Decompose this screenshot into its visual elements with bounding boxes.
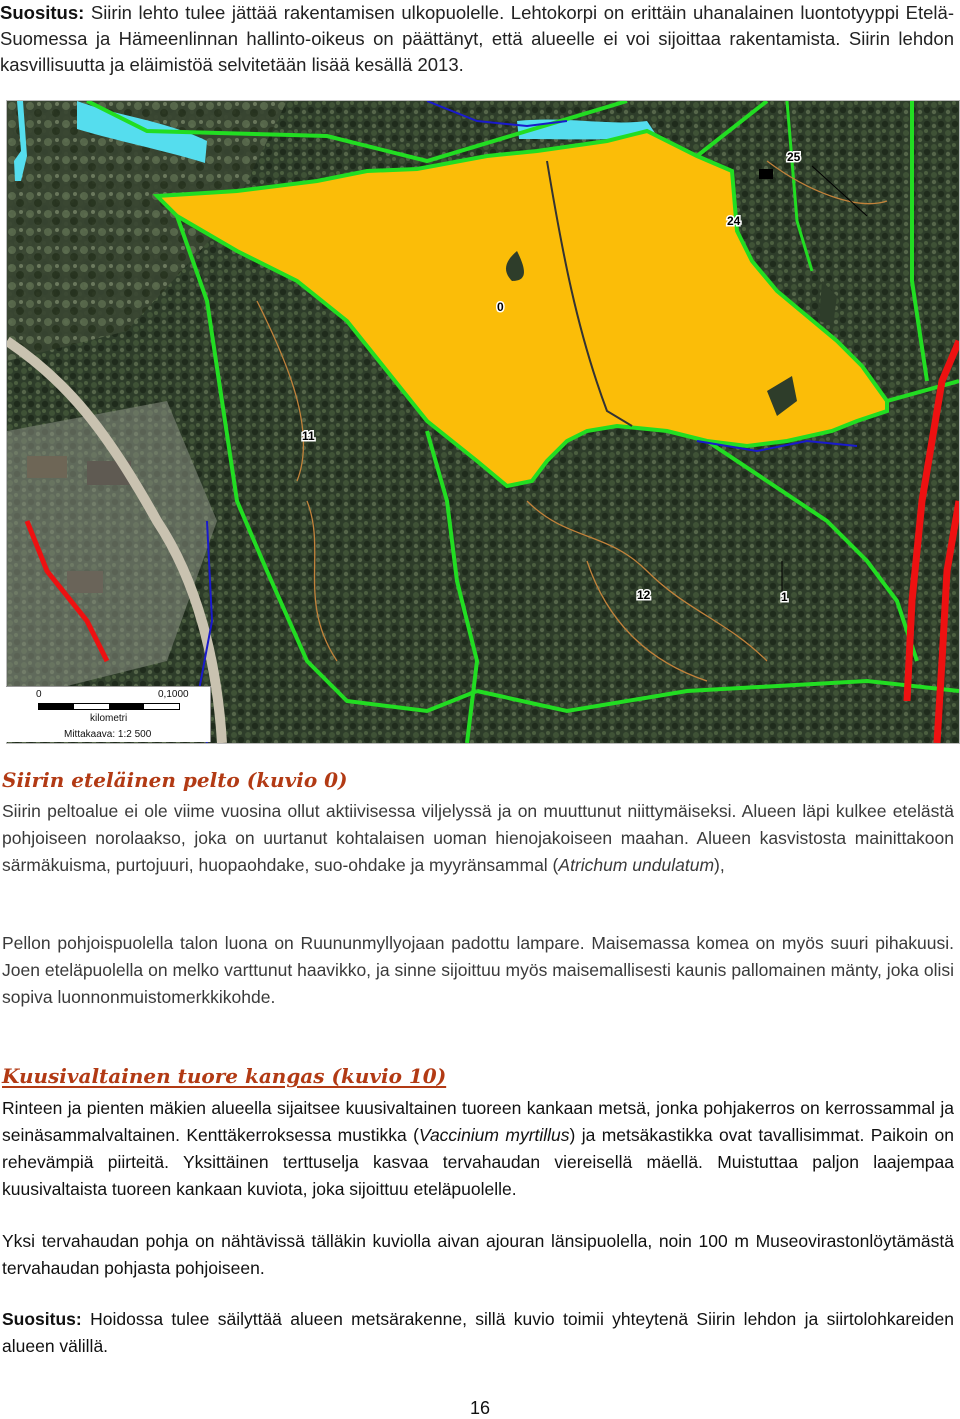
species-name: Vaccinium myrtillus (418, 1125, 570, 1145)
scale-ratio: Mittakaava: 1:2 500 (64, 729, 152, 740)
field-desc-text: Siirin peltoalue ei ole viime vuosina ollut aktiivisessa viljelyssä ja on muuttunut niittymäiseksi. Alueen läpi kulkee etelästä pohjoiseen norolaakso, joka on uurtanut kohtalaisen uoman hienojakoiseen maahan. Alueen kasvistosta mainittakoon särmäkuisma, purtojuuri, huopaohdake, suo-ohdake ja myyränsammal ( (2, 801, 954, 875)
aerial-map (6, 100, 960, 744)
recommendation-label: Suositus: (0, 2, 85, 23)
map-label-25: 25 (787, 150, 801, 164)
scale-bar (38, 703, 180, 710)
map-scale-legend (6, 686, 211, 742)
intro-recommendation (0, 0, 954, 78)
scale-unit: kilometri (90, 713, 128, 724)
intro-text: Siirin lehto tulee jättää rakentamisen ulkopuolelle. Lehtokorpi on erittäin uhanalainen luontotyyppi Etelä-Suomessa ja Hämeenlinnan hallinto-oikeus on päättänyt, että alueelle ei voi sijoittaa rakentamista. Siirin lehdon kasvillisuutta ja eläimistöä selvitetään lisää kesällä 2013. (0, 2, 954, 75)
forest-desc-text-end: ) ja metsäkastikka ovat tavallisimmat. Paikoin on rehevämpiä piirteitä. Yksittäinen terttuselja kasvaa tervahaudan viereisellä mäellä. Muistuttaa paljon laajempaa kuusivaltaista tuoreen kankaan kuviota, joka sijoittuu eteläpuolelle. (2, 1125, 954, 1199)
species-name: Atrichum undulatum (558, 855, 715, 875)
section-heading-spruce-forest: Kuusivaltainen tuore kangas (kuvio 10) (2, 1064, 447, 1088)
map-label-11: 11 (302, 429, 315, 443)
building (27, 456, 67, 478)
building (67, 571, 103, 593)
map-label-1: 1 (781, 590, 788, 604)
scale-bar-segment (39, 704, 74, 709)
recommendation-label: Suositus: (2, 1309, 82, 1329)
recommendation-text: Hoidossa tulee säilyttää alueen metsärakenne, sillä kuvio toimii yhteytenä Siirin lehdon ja siirtolohkareiden alueen välillä. (2, 1309, 954, 1356)
field-description-paragraph (2, 798, 954, 879)
forest-desc-text: Rinteen ja pienten mäkien alueella sijaitsee kuusivaltainen tuoreen kankaan metsä, jonka pohjakerros on kerrossammal ja seinäsammalvaltainen. Kenttäkerroksessa mustikka ( (2, 1098, 954, 1145)
map-label-0: 0 (497, 300, 504, 314)
pond-description-paragraph: Pellon pohjoispuolella talon luona on Ruununmyllyojaan padottu lampare. Maisemassa komea on myös suuri pihakuusi. Joen eteläpuolella on melko varttunut haavikko, ja sinne sijoittuu myös maisemallisesti kaunis pallomainen mänty, joka olisi sopiva luonnonmuistomerkkikohde. (2, 933, 954, 1007)
recommendation-paragraph (2, 1306, 954, 1360)
building-marker (759, 169, 773, 179)
page-number: 16 (469, 1398, 491, 1418)
scale-bar-segment (109, 704, 144, 709)
field-desc-text-end: ), (714, 855, 725, 875)
section-heading-field: Siirin eteläinen pelto (kuvio 0) (2, 768, 348, 792)
forest-description-paragraph (2, 1095, 954, 1203)
map-canvas (7, 101, 959, 743)
map-label-12: 12 (637, 588, 651, 602)
scale-start-label: 0 (36, 689, 42, 700)
map-label-24: 24 (727, 214, 741, 228)
tar-pit-paragraph: Yksi tervahaudan pohja on nähtävissä tälläkin kuviolla aivan ajouran länsipuolella, noin 100 m Museovirastonlöytämästä tervahaudan pohjasta pohjoiseen. (2, 1231, 954, 1278)
scale-end-label: 0,1000 (158, 689, 189, 700)
